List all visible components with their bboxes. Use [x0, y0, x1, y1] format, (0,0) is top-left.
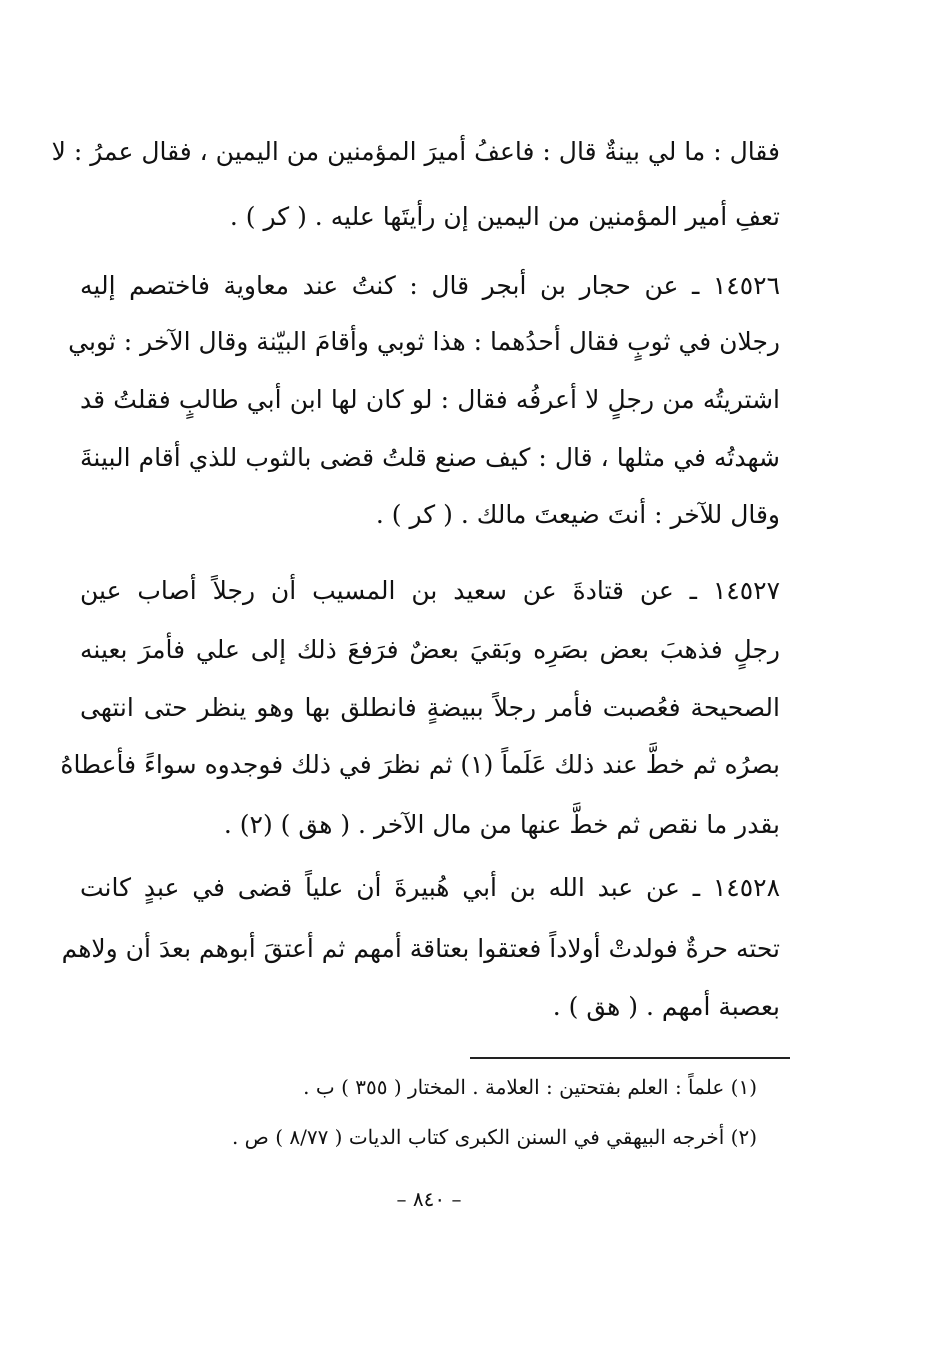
- hadith-14528-line: ١٤٥٢٨ ـ عن عبد الله بن أبي هُبيرةَ أن علياً قضى في عبدٍ كانت: [80, 873, 780, 902]
- text-line: الصحيحة فعُصبت فأمر رجلاً ببيضةٍ فانطلق بها وهو ينظر حتى انتهى: [80, 693, 780, 722]
- text-line: بعصبة أمهم . ( هق ) .: [552, 992, 780, 1021]
- text-line: بصرُه ثم خطَّ عند ذلك عَلَماً (١) ثم نظرَ في ذلك فوجدوه سواءً فأعطاهُ: [60, 750, 780, 779]
- text-line: فقال : ما لي بينةٌ قال : فاعفُ أميرَ المؤمنين من اليمين ، فقال عمرُ : لا: [51, 137, 780, 166]
- text-line: تعفِ أمير المؤمنين من اليمين إن رأيتَها عليه . ( كر ) .: [229, 202, 780, 231]
- footnote-1: (١) علماً : العلم بفتحتين : العلامة . المختار ( ٣٥٥ ) ب .: [303, 1075, 757, 1099]
- text-line: رجلٍ فذهبَ بعض بصَرِه وبَقيَ بعضٌ فرَفعَ ذلك إلى علي فأمرَ بعينه: [80, 635, 780, 664]
- text-line: تحته حرةٌ فولدتْ أولاداً فعتقوا بعتاقة أمهم ثم أعتقَ أبوهم بعدَ أن ولاهم: [61, 934, 780, 963]
- hadith-14527-line: ١٤٥٢٧ ـ عن قتادةَ عن سعيد بن المسيب أن رجلاً أصاب عين: [80, 576, 780, 605]
- page-number: – ٨٤٠ –: [396, 1187, 462, 1211]
- text-line: اشتريتُه من رجلٍ لا أعرفُه فقال : لو كان لها ابن أبي طالبٍ فقلتُ قد: [80, 385, 780, 414]
- footnote-divider: [470, 1057, 790, 1059]
- text-line: شهدتُه في مثلها ، قال : كيف صنع قلتُ قضى بالثوب للذي أقام البينةَ: [80, 443, 780, 472]
- text-line: رجلان في ثوبٍ فقال أحدُهما : هذا ثوبي وأقامَ البيّنة وقال الآخر : ثوبي: [68, 327, 780, 356]
- footnote-2: (٢) أخرجه البيهقي في السنن الكبرى كتاب الديات ( ٨/٧٧ ) ص .: [231, 1125, 757, 1149]
- text-line: بقدر ما نقص ثم خطَّ عنها من مال الآخر . ( هق ) (٢) .: [223, 810, 780, 839]
- text-line: وقال للآخر : أنتَ ضيعتَ مالك . ( كر ) .: [375, 500, 780, 529]
- hadith-14526-line: ١٤٥٢٦ ـ عن حجار بن أبجر قال : كنتُ عند معاوية فاختصم إليه: [80, 271, 780, 300]
